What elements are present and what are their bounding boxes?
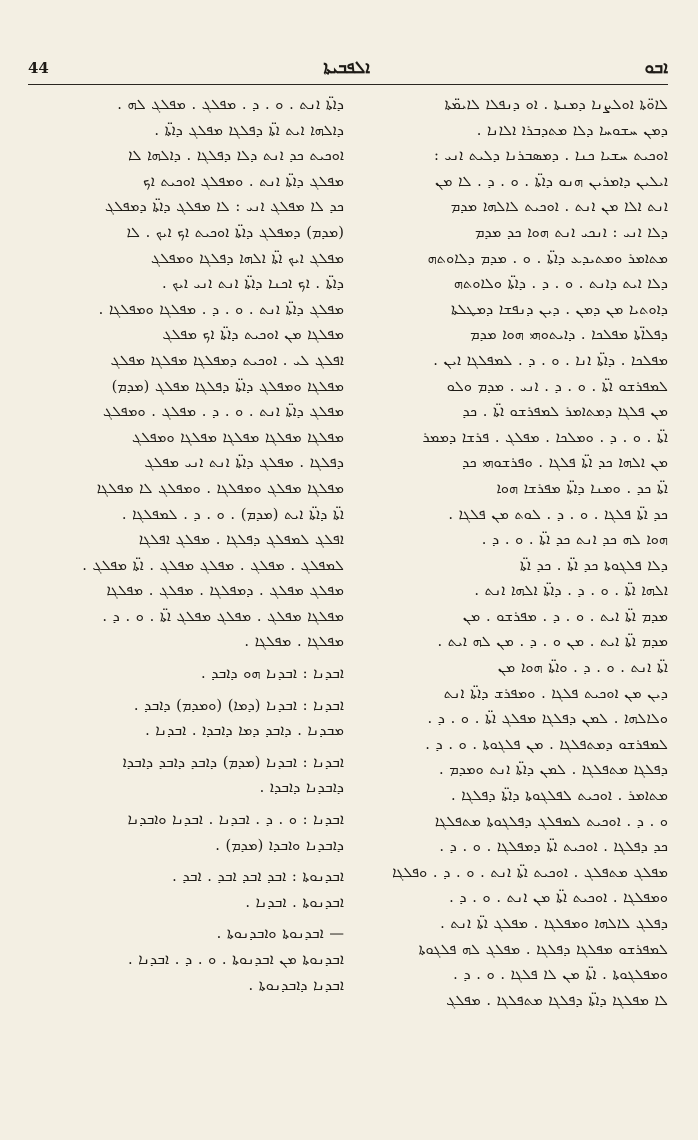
text-line: ܡܦܠܓܐ ܘܡܦܠܓ ܕܐܬ̈ܐ ܕܦܠܓܐ ܡܦܠܓ (ܡܕܡ) <box>111 377 344 395</box>
dictionary-entry <box>28 864 344 915</box>
left-column <box>28 92 344 998</box>
dictionary-entry <box>28 693 344 744</box>
text-line: ܐܠܗܐ ܐܬ̈ܐ . ܘ . ܕ . ܕܐܬ̈ܐ ܐܠܗܐ ܐܢܬ . <box>474 582 668 600</box>
text-line: ܐܝܠܝܢ ܕܐܡܪܝܢ ܗܢܘ ܕܐܬ̈ܐ . ܘ . ܕ . ܠܐ ܡܢ <box>435 172 668 190</box>
text-line: ܡܕܡ ܐܬ̈ܐ ܐܝܬ . ܡܢ ܘ . ܕ . ܡܢ ܠܗ ܐܝܬ . <box>437 633 668 651</box>
text-line: ܐܒܕܢܐ : ܐܒܕܢܐ (ܡܕܡ) ܕܐܒܕ ܕܐܒܕ ܕܐܒܕܐ <box>122 753 344 771</box>
text-line: ܠܡܦܪܫܘ ܐܬ̈ܐ . ܘ . ܕ . ܐܢܝ . ܡܕܡ ܘܠܘ <box>446 377 668 395</box>
text-line: ܕܐܬ̈ܐ . ܐܟ ܐܟܢܐ ܕܐܬ̈ܐ ܐܢܬ ܐܢܝ ܐܝܟ . <box>161 275 344 293</box>
text-line: ܕܦܠܓܐ . ܡܦܠܓ ܕܐܬ̈ܐ ܐܢܬ ܐܢܝ ܡܦܠܓ <box>144 454 344 472</box>
text-line: ܡܒܕܢܐ . ܕܐܒܕ ܕܡܐ ܕܐܒܕܐ . ܐܒܕܢܐ . <box>145 722 344 740</box>
text-line: ܠܡܦܪܫܘ ܡܦܠܓܐ ܕܦܠܓܐ . ܡܦܠܓ ܠܗ ܦܠܓܘܬܐ <box>418 940 668 958</box>
text-line: ܘܡܦܠܓܘܬܐ . ܐܬ̈ܐ ܡܢ ܠܐ ܦܠܓܐ . ܘ . ܕ . <box>453 966 668 984</box>
text-line: ܕܦܠܐ̈ܬܐ ܡܦܠܟܐ . ܕܐܝܬܘܗܝ ܗܘܐ ܡܕܡ <box>470 326 668 344</box>
page-header <box>28 56 668 85</box>
text-line: ܐܬ̈ܐ ܟܕ . ܘܡܢܐ ܕܐܬ̈ܐ ܡܦܪܫܐ ܗܘܐ <box>496 479 668 497</box>
text-line: ܐܒܕܢܐ ܕܐܒܕܢܘܬܐ . <box>248 976 344 994</box>
text-line: ܕܐܠܗܐ ܐܝܬ ܐܬ̈ܐ ܕܦܠܓܐ ܡܦܠܓ ܕܐܬ̈ܐ . <box>154 121 344 139</box>
text-line: ܘܡܦܠܓܐ . ܐܘܟܝܬ ܐܬ̈ܐ ܡܢ ܐܢܬ . ܘ . ܕ . <box>449 889 668 907</box>
text-line: ܠܡܦܪܫܘ ܕܡܬܦܠܓܐ . ܡܢ ܦܠܓܘܬܐ . ܘ . ܕ . <box>425 735 668 753</box>
text-line: ܡܬܐܡܪ . ܐܘܟܝܬ ܠܦܠܓܘܬܐ ܕܐܬ̈ܐ ܕܦܠܓܐ . <box>451 787 668 805</box>
text-line: — ܐܒܕܢܘܬܐ ܘܐܒܕܢܘܬܐ . <box>216 925 344 943</box>
text-line: ܐܦܠܓ ܠܝ . ܐܘܟܝܬ ܕܡܦܠܓܐ ܡܦܠܓܐ ܡܦܠܓ <box>110 351 344 369</box>
text-line: ܐܘܟܝܬ ܟܕ ܐܢܬ ܕܠܐ ܕܦܠܓܐ . ܕܐܠܗܐ ܠܐ <box>128 147 344 165</box>
text-line: ܡܦܠܓܐ . ܡܦܠܓܐ . <box>244 633 344 651</box>
text-line: ܠܐ ܡܦܠܓܐ ܕܐܬ̈ܐ ܕܦܠܓܐ ܡܬܦܠܓܐ . ܡܦܠܓ <box>446 991 668 1009</box>
text-line: ܐܒܕܢܘܬܐ . ܐܒܕܢܐ . <box>245 893 344 911</box>
running-title: ܐܠܦܒܝܬܐ <box>323 58 371 78</box>
text-line: ܕܐܒܕܢܐ ܘܐܒܕܐ (ܡܕܡ) . <box>215 836 344 854</box>
text-line: ܐܦܠܓ ܠܡܦܠܓ ܕܦܠܓܐ . ܡܦܠܓ ܐܦܠܓܐ <box>138 531 344 549</box>
text-line: ܕܠܐ ܦܠܓܘܬܐ ܟܕ ܐܬ̈ܐ . ܟܕ ܐܬ̈ܐ <box>519 556 668 574</box>
dictionary-entry <box>28 661 344 687</box>
text-line: ܕܠܐ ܐܢܝ : ܐܢܟܝ ܐܢܬ ܗܘܐ ܟܕ ܡܕܡ <box>475 223 668 241</box>
text-line: ܡܢ ܐܠܗܐ ܟܕ ܐܬ̈ܐ ܦܠܓܐ . ܘܦܪܫܘܗܝ ܟܕ <box>462 454 668 472</box>
text-line: ܐܢܬ ܐܠܐ ܡܢ ܐܢܬ . ܐܘܟܝܬ ܠܐܠܗܐ ܡܕܡ <box>450 198 668 216</box>
text-line: ܡܦܠܓ ܡܬܦܠܓ . ܐܘܟܝܬ ܐܬ̈ܐ ܐܢܬ . ܘ . ܕ . ܘܦܠܓܐ <box>392 863 668 881</box>
text-line: ܘܠܐܠܗܐ . ܠܡܢ ܕܦܠܓܐ ܡܦܠܓ ܐܬ̈ܐ . ܘ . ܕ . <box>427 710 668 728</box>
text-line: ܕܝܢ ܡܢ ܐܘܟܝܬ ܦܠܓܐ . ܘܡܦܪܫ ܕܐܬ̈ܐ ܐܢܬ <box>443 684 668 702</box>
text-line: ܕܠܐ ܐܝܬ ܕܐܢܬ . ܘ . ܕ . ܕܐܬ̈ܐ ܘܠܐܘܬܗ <box>453 275 668 293</box>
text-line: ܡܦܠܟܐ . ܕܐܬ̈ܐ ܐܢܐ . ܘ . ܕ . ܠܡܦܠܓܐ ܐܝܢ . <box>433 351 668 369</box>
text-line: (ܡܕܡ) ܕܡܦܠܓ ܕܐܬ̈ܐ ܐܘܟܝܬ ܐܟ ܐܝܟ . ܠܐ <box>126 223 344 241</box>
text-line: ܕܐܒܕܢܐ ܕܐܒܕܐ . <box>259 779 344 797</box>
text-line: ܐܬ̈ܐ ܕܐܬ̈ܐ ܐܝܬ (ܡܕܡ) . ܘ . ܕ . ܠܡܦܠܓܐ . <box>121 505 344 523</box>
text-line: ܡܕܡ ܐܬ̈ܐ ܐܝܬ . ܘ . ܕ . ܡܦܪܫܘ . ܡܢ <box>462 607 668 625</box>
text-line: ܡܦܠܓ ܡܦܠܓ . ܕܡܦܠܓܐ . ܡܦܠܓ . ܡܦܠܓܐ <box>106 582 344 600</box>
text-line: ܡܦܠܓܐ ܡܦܠܓ ܘܡܦܠܓܐ . ܘܡܦܠܓ ܠܐ ܡܦܠܓܐ <box>96 479 344 497</box>
text-line: ܕܦܠܓܐ ܡܬܦܠܓܐ . ܠܡܢ ܕܐܬ̈ܐ ܐܢܬ ܘܡܕܡ . <box>439 761 668 779</box>
text-line: ܐܒܕܢܐ : ܐܒܕܢܐ ܗܘ ܕܐܒܕ . <box>200 665 344 683</box>
text-line: ܟܕ ܕܦܠܓܐ . ܐܘܟܝܬ ܐܬ̈ܐ ܕܡܦܠܓܐ . ܘ . ܕ . <box>439 838 668 856</box>
text-line: ܡܦܠܓ ܕܐܬ̈ܐ ܐܢܬ . ܘ . ܕ . ܡܦܠܓܐ ܘܡܦܠܓܐ . <box>98 300 344 318</box>
text-line: ܡܦܠܓ ܐܝܟ ܐܬ̈ܐ ܐܠܗܐ ܕܦܠܓܐ ܘܡܦܠܓ <box>150 249 344 267</box>
text-line: ܗܘܐ ܠܗ ܟܕ ܐܢܬ ܟܕ ܐܬ̈ܐ . ܘ . ܕ . <box>481 531 668 549</box>
text-line: ܡܢ ܦܠܓܐ ܕܡܬܐܡܪ ܠܡܦܪܫܘ ܐܬ̈ܐ . ܟܕ <box>462 403 668 421</box>
text-line: ܡܦܠܓ ܕܐܬ̈ܐ ܐܢܬ . ܘ . ܕ . ܡܦܠܓ . ܘܡܦܠܓ <box>103 403 344 421</box>
text-line: ܐܬ̈ܐ . ܘ . ܕ . ܘܡܠܟܐ . ܡܦܠܓ . ܦܪܫܐ ܕܡܡܪ <box>422 428 668 446</box>
dictionary-entry <box>28 750 344 801</box>
right-column <box>352 92 668 1013</box>
dictionary-entry <box>28 807 344 858</box>
text-line: ܕܡܢ ܚܫܘܚܐ ܕܠܐ ܡܬܕܒܪܐ ܐܠܐܢܐ . <box>476 121 668 139</box>
text-line: ܐܒܕܢܐ : ܘ . ܕ . ܐܒܕܢܐ . ܐܒܕܢܐ ܘܐܒܕܢܐ <box>127 811 344 829</box>
dictionary-entry <box>28 921 344 998</box>
text-line: ܠܡܦܠܓ . ܡܦܠܓ . ܡܦܠܓ ܡܦܠܓ . ܐܬ̈ܐ ܡܦܠܓ . <box>82 556 344 574</box>
text-line: ܟܕ ܠܐ ܡܦܠܓ ܐܢܝ : ܠܐ ܡܦܠܓ ܕܐܬ̈ܐ ܕܡܦܠܓ <box>104 198 344 216</box>
text-line: ܐܬ̈ܐ ܐܢܬ . ܘ . ܕ . ܘܐܬ̈ܐ ܗܘܐ ܡܢ <box>497 659 668 677</box>
text-line: ܘ . ܕ . ܐܘܟܝܬ ܠܡܦܠܓ ܕܦܠܓܘܬܐ ܡܬܦܠܓܐ <box>434 812 668 830</box>
text-line: ܐܒܕܢܐ : ܐܒܕܢܐ (ܕܡܐ) (ܘܡܕܡ) ܕܐܒܕ . <box>133 696 344 714</box>
text-line: ܕܐܘܬܝܐ ܡܢ ܕܡܢ . ܕܝܢ ܕܢܦܫܐ ܕܡܛܠܬܐ <box>450 300 668 318</box>
text-line: ܡܦܠܓܐ ܡܦܠܓ . ܡܦܠܓ ܡܦܠܓ ܐܬ̈ܐ . ܘ . ܕ . <box>102 607 344 625</box>
text-line: ܕܦܠܓ ܠܐܠܗܐ ܘܡܦܠܓܐ . ܡܦܠܓ ܐܬ̈ܐ ܐܢܬ . <box>440 915 668 932</box>
text-line: ܠܐܘ̈ܬܐ ܐܘܠܨܢܐ ܕܡܢܬܐ . ܐܘ ܕܢܦܠܐ ܠܐܝܡ̈ܬܐ <box>444 96 668 113</box>
text-line: ܡܦܠܓܐ ܡܦܠܓܐ ܡܦܠܓܐ ܡܦܠܓܐ ܘܡܦܠܓ <box>132 428 344 446</box>
text-line: ܟܕ ܐܬ̈ܐ ܦܠܓܐ . ܘ . ܕ . ܠܘܬ ܡܢ ܦܠܓܐ . <box>448 505 668 523</box>
text-line: ܡܦܠܓ ܕܐܬ̈ܐ ܐܢܬ . ܘܡܦܠܓ ܐܘܟܝܬ ܐܟ <box>142 172 344 190</box>
text-line: ܡܬܐܡܪ ܘܡܬܝܕܥ ܕܐܬ̈ܐ . ܘ . ܡܕܡ ܕܠܐܘܬܗ <box>427 249 668 267</box>
text-line: ܡܦܠܓܐ ܡܢ ܐܘܟܝܬ ܕܐܬ̈ܐ ܐܟ ܡܦܠܓ <box>162 326 344 344</box>
header-headword: ܐܒܘ <box>644 58 668 78</box>
text-line: ܐܒܕܢܘܬܐ : ܐܒܕ ܐܒܕ ܐܒܕ . ܐܒܕ . <box>172 868 344 886</box>
page-number: 44 <box>28 59 49 77</box>
text-line: ܐܒܕܢܘܬܐ ܡܢ ܐܒܕܢܘܬܐ . ܘ . ܕ . ܐܒܕܢܐ . <box>127 951 344 968</box>
text-line: ܕܐܬ̈ܐ ܐܢܬ . ܘ . ܕ . ܡܦܠܓ . ܡܦܠܓ ܠܗ . <box>117 96 344 113</box>
text-line: ܐܘܟܝܬ ܚܫܝܐ ܟܢܐ . ܕܡܣܒܪܢܐ ܕܠܝܬ ܐܢܝ : <box>433 147 668 165</box>
